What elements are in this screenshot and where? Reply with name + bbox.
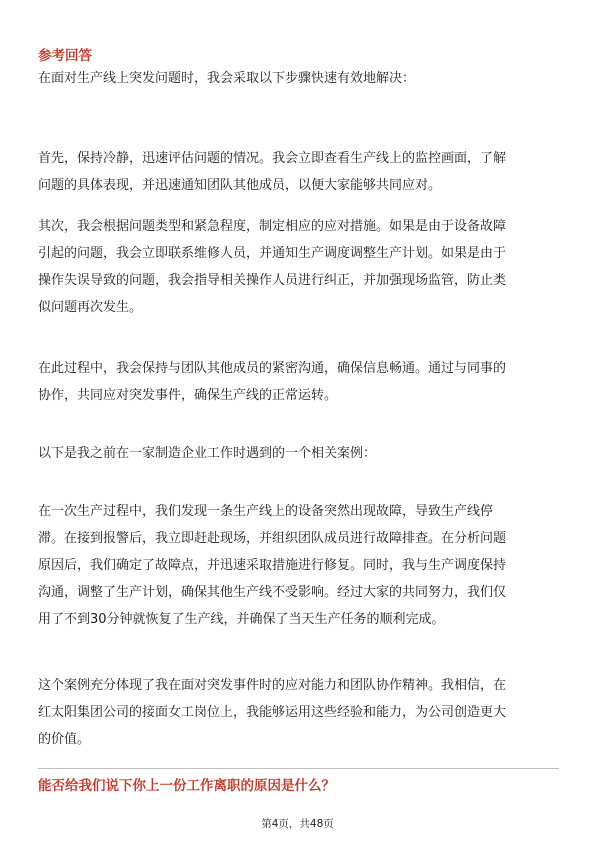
text-line: 在面对生产线上突发问题时，我会采取以下步骤快速有效地解决：: [38, 71, 416, 86]
text-line: 在一次生产过程中，我们发现一条生产线上的设备突然出现故障，导致生产线停: [38, 504, 494, 519]
text-line: 在此过程中，我会保持与团队其他成员的紧密沟通，确保信息畅通。通过与同事的: [38, 361, 507, 376]
paragraph-case-intro: [38, 440, 563, 467]
paragraph-communication: [38, 355, 563, 409]
paragraph-first-step: [38, 145, 563, 199]
text-line: 引起的问题，我会立即联系维修人员，并通知生产调度调整生产计划。如果是由于: [38, 246, 507, 261]
text-line: 操作失误导致的问题，我会指导相关操作人员进行纠正，并加强现场监管，防止类: [38, 273, 507, 288]
text-line: 似问题再次发生。: [38, 300, 143, 315]
text-line: 协作，共同应对突发事件，确保生产线的正常运转。: [38, 388, 338, 403]
next-question-heading: 能否给我们说下你上一份工作离职的原因是什么？: [38, 778, 335, 794]
paragraph-second-step: [38, 213, 563, 321]
paragraph-case: [38, 498, 563, 633]
text-line: 的价值。: [38, 732, 91, 747]
answer-heading: 参考回答: [38, 48, 92, 64]
text-line: 首先，保持冷静，迅速评估问题的情况。我会立即查看生产线上的监控画面，了解: [38, 151, 507, 166]
text-line: 红太阳集团公司的接面女工岗位上，我能够运用这些经验和能力，为公司创造更大: [38, 705, 507, 720]
paragraph-conclusion: [38, 672, 563, 753]
section-divider: [38, 768, 559, 769]
text-line: 沟通，调整了生产计划，确保其他生产线不受影响。经过大家的共同努力，我们仅: [38, 585, 507, 600]
paragraph-intro: [38, 65, 563, 92]
text-line: 其次，我会根据问题类型和紧急程度，制定相应的应对措施。如果是由于设备故障: [38, 219, 507, 234]
page-number: 第4页，共48页: [261, 818, 334, 830]
text-line: 问题的具体表现，并迅速通知团队其他成员，以便大家能够共同应对。: [38, 178, 442, 193]
text-line: 用了不到30分钟就恢复了生产线，并确保了当天生产任务的顺利完成。: [38, 612, 445, 627]
text-line: 以下是我之前在一家制造企业工作时遇到的一个相关案例：: [38, 446, 377, 461]
text-line: 这个案例充分体现了我在面对突发事件时的应对能力和团队协作精神。我相信，在: [38, 678, 507, 693]
text-line: 滞。在接到报警后，我立即赶赴现场，并组织团队成员进行故障排查。在分析问题: [38, 531, 507, 546]
text-line: 原因后，我们确定了故障点，并迅速采取措施进行修复。同时，我与生产调度保持: [38, 558, 507, 573]
